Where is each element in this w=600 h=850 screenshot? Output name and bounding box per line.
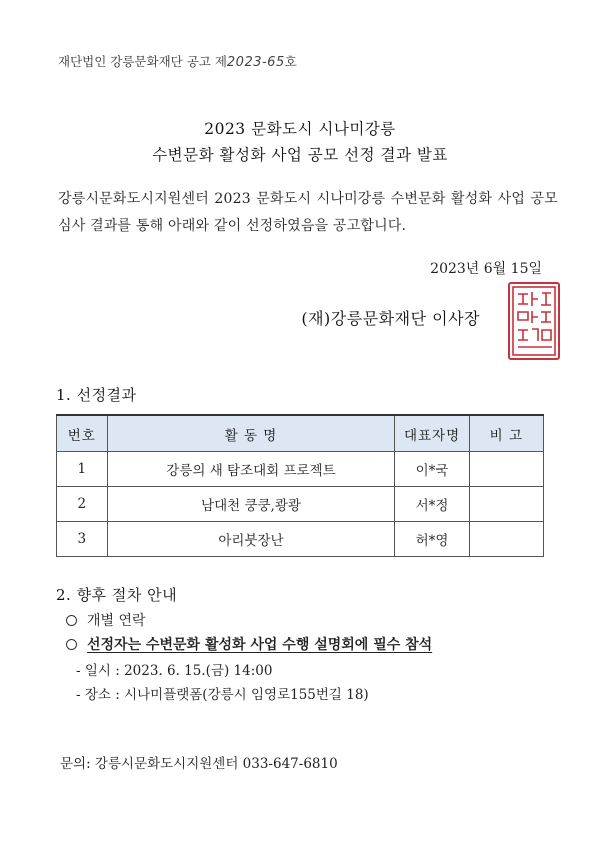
header-note: 비 고: [469, 415, 543, 452]
cell-activity-name: 남대천 쿵쿵,쾅쾅: [107, 487, 395, 522]
header-representative: 대표자명: [395, 415, 469, 452]
cell-representative: 허*영: [395, 522, 469, 557]
cell-representative: 이*국: [395, 452, 469, 487]
contact-info: 문의: 강릉시문화도시지원센터 033-647-6810: [60, 756, 338, 772]
circle-bullet-icon: [66, 615, 77, 626]
table-row: [57, 522, 544, 557]
section-heading-next-steps: 2. 향후 절차 안내: [56, 586, 178, 604]
circle-bullet-icon: [66, 639, 77, 650]
document-title-line2: 수변문화 활성화 사업 공모 선정 결과 발표: [152, 146, 448, 164]
announcement-paragraph: 강릉시문화도시지원센터 2023 문화도시 시나미강릉 수변문화 활성화 사업 공모 심사 결과를 통해 아래와 같이 선정하였음을 공고합니다.: [58, 191, 558, 234]
table-header-row: [57, 415, 544, 452]
list-item: [66, 634, 432, 654]
list-item: [66, 610, 146, 630]
list-item-text: 선정자는 수변문화 활성화 사업 수행 설명회에 필수 참석: [87, 637, 433, 653]
cell-activity-name: 아리붓장난: [107, 522, 395, 557]
cell-note: [469, 487, 543, 522]
schedule-place: - 장소 : 시나미플랫폼(강릉시 임영로155번길 18): [76, 687, 369, 703]
notice-handwritten-number: 2023-65: [226, 55, 285, 70]
results-table: [56, 414, 544, 557]
table-row: [57, 452, 544, 487]
signer-name: (재)강릉문화재단 이사장: [301, 309, 480, 328]
header-activity-name: 활 동 명: [107, 415, 395, 452]
notice-prefix: 재단법인 강릉문화재단 공고 제: [58, 54, 227, 69]
cell-representative: 서*정: [395, 487, 469, 522]
cell-number: 3: [57, 522, 108, 557]
cell-note: [469, 522, 543, 557]
cell-number: 1: [57, 452, 108, 487]
table-row: [57, 487, 544, 522]
announcement-date: 2023년 6월 15일: [430, 261, 542, 277]
cell-activity-name: 강릉의 새 탐조대회 프로젝트: [107, 452, 395, 487]
header-number: 번호: [57, 415, 108, 452]
list-item-text: 개별 연락: [87, 613, 146, 629]
cell-number: 2: [57, 487, 108, 522]
document-title-line1: 2023 문화도시 시나미강릉: [204, 120, 396, 138]
official-seal-icon: [508, 282, 560, 360]
notice-number: [58, 52, 297, 70]
notice-suffix: 호: [284, 54, 297, 69]
section-heading-results: 1. 선정결과: [56, 386, 137, 404]
schedule-time: - 일시 : 2023. 6. 15.(금) 14:00: [76, 663, 273, 679]
cell-note: [469, 452, 543, 487]
